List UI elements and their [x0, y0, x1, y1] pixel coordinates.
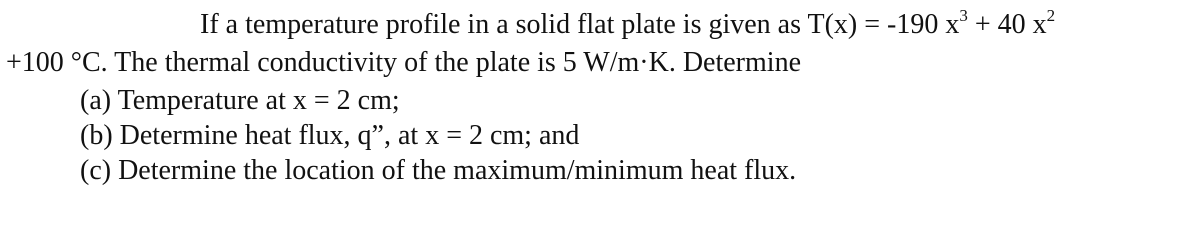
item-c: (c) Determine the location of the maximum/minimum heat flux.: [80, 155, 797, 186]
intro-line: [200, 8, 1055, 42]
item-b: (b) Determine heat flux, q”, at x = 2 cm; and: [80, 120, 580, 151]
exponent-2: 2: [1046, 6, 1056, 25]
continuation-line: +100 °C. The thermal conductivity of the plate is 5 W/m·K. Determine: [6, 47, 801, 78]
item-a: (a) Temperature at x = 2 cm;: [80, 85, 400, 116]
intro-text-b: + 40 x: [967, 9, 1047, 40]
exponent-3: 3: [959, 6, 968, 25]
intro-text-a: If a temperature profile in a solid flat plate is given as T(x) = -190 x: [200, 9, 960, 40]
